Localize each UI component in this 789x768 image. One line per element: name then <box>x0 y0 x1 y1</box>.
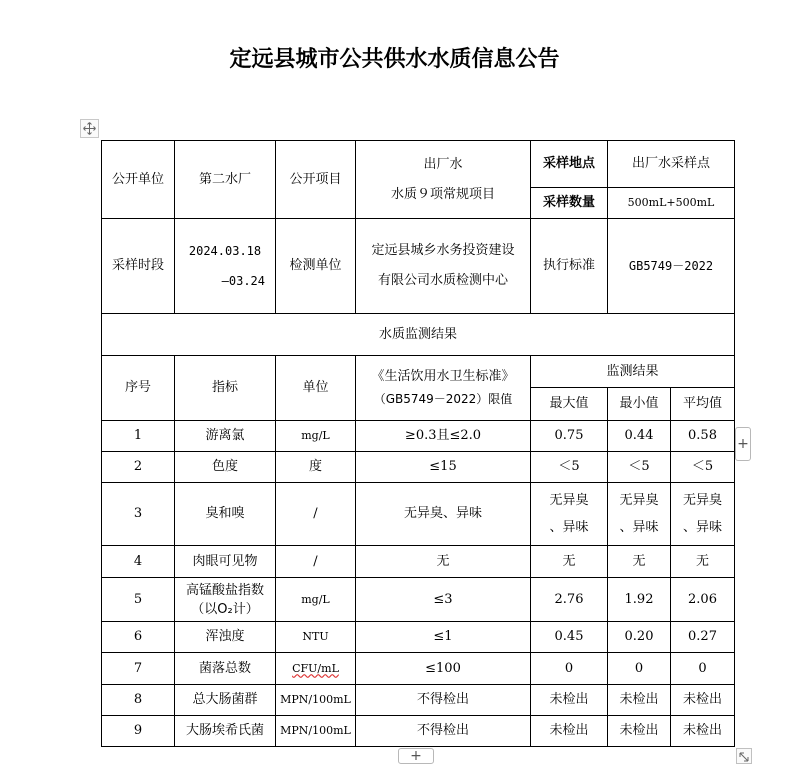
col-limit <box>356 356 531 421</box>
unit-cell: NTU <box>276 622 356 653</box>
indicator-cell: 肉眼可见物 <box>175 546 276 578</box>
qty-label: 采样数量 <box>531 188 608 219</box>
min-cell: 无 <box>608 546 671 578</box>
seq-cell: 2 <box>102 452 175 483</box>
min-cell <box>608 483 671 546</box>
col-monitor: 监测结果 <box>531 356 735 388</box>
site-value: 出厂水采样点 <box>608 141 735 188</box>
avg-line1: 无异臭 <box>683 493 723 508</box>
unit-cell: mg/L <box>276 421 356 452</box>
indicator-cell: 色度 <box>175 452 276 483</box>
qty-value: 500mL+500mL <box>608 188 735 219</box>
seq-cell: 9 <box>102 716 175 747</box>
std-label: 执行标准 <box>531 219 608 314</box>
avg-cell <box>671 483 735 546</box>
max-line1: 无异臭 <box>549 493 589 508</box>
max-cell: ＜5 <box>531 452 608 483</box>
avg-cell: ＜5 <box>671 452 735 483</box>
add-column-button[interactable]: + <box>735 427 751 461</box>
min-line2: 、异味 <box>619 520 659 535</box>
table-row <box>102 685 735 716</box>
unit-cell: 度 <box>276 452 356 483</box>
col-limit-line1: 《生活饮用水卫生标准》 <box>371 369 515 384</box>
seq-cell: 5 <box>102 578 175 622</box>
org-label: 公开单位 <box>102 141 175 219</box>
page-title: 定远县城市公共供水水质信息公告 <box>229 47 560 72</box>
period-line1: 2024.03.18 <box>188 244 262 258</box>
period-line2: —03.24 <box>221 274 265 288</box>
lab-value <box>356 219 531 314</box>
limit-cell: 不得检出 <box>356 685 531 716</box>
results-title: 水质监测结果 <box>102 314 735 356</box>
seq-cell: 8 <box>102 685 175 716</box>
item-line1: 出厂水 <box>423 156 463 172</box>
indicator-cell: 菌落总数 <box>175 653 276 685</box>
avg-cell: 0.27 <box>671 622 735 653</box>
period-label: 采样时段 <box>102 219 175 314</box>
limit-cell: 不得检出 <box>356 716 531 747</box>
indicator-cell: 浑浊度 <box>175 622 276 653</box>
indicator-cell: 游离氯 <box>175 421 276 452</box>
table-row <box>102 483 735 546</box>
item-line2: 水质９项常规项目 <box>390 186 495 202</box>
col-unit: 单位 <box>276 356 356 421</box>
max-cell <box>531 483 608 546</box>
avg-cell: 2.06 <box>671 578 735 622</box>
indicator-cell <box>175 578 276 622</box>
limit-cell: ≥0.3且≤2.0 <box>356 421 531 452</box>
table-row <box>102 622 735 653</box>
col-indicator: 指标 <box>175 356 276 421</box>
item-label: 公开项目 <box>276 141 356 219</box>
lab-label: 检测单位 <box>276 219 356 314</box>
add-row-button[interactable]: + <box>398 748 434 764</box>
max-cell: 未检出 <box>531 716 608 747</box>
max-cell: 0.75 <box>531 421 608 452</box>
col-seq: 序号 <box>102 356 175 421</box>
std-value: GB5749－2022 <box>608 219 735 314</box>
unit-cell: MPN/100mL <box>276 716 356 747</box>
min-cell: 未检出 <box>608 716 671 747</box>
min-cell: 未检出 <box>608 685 671 716</box>
table-row <box>102 716 735 747</box>
seq-cell: 6 <box>102 622 175 653</box>
limit-cell: 无异臭、异味 <box>356 483 531 546</box>
lab-line2: 有限公司水质检测中心 <box>377 273 508 288</box>
site-label: 采样地点 <box>531 141 608 188</box>
table-move-icon[interactable] <box>80 119 99 138</box>
unit-cell <box>276 653 356 685</box>
min-line1: 无异臭 <box>619 493 659 508</box>
max-line2: 、异味 <box>549 520 589 535</box>
indicator-cell: 总大肠菌群 <box>175 685 276 716</box>
item-value <box>356 141 531 219</box>
limit-cell: ≤3 <box>356 578 531 622</box>
limit-cell: ≤1 <box>356 622 531 653</box>
min-cell: 0 <box>608 653 671 685</box>
max-cell: 未检出 <box>531 685 608 716</box>
limit-cell: 无 <box>356 546 531 578</box>
col-min: 最小值 <box>608 388 671 421</box>
avg-line2: 、异味 <box>683 520 723 535</box>
unit-text: CFU/mL <box>292 661 339 675</box>
org-value: 第二水厂 <box>175 141 276 219</box>
seq-cell: 7 <box>102 653 175 685</box>
col-avg: 平均值 <box>671 388 735 421</box>
avg-cell: 0.58 <box>671 421 735 452</box>
col-max: 最大值 <box>531 388 608 421</box>
avg-cell: 未检出 <box>671 685 735 716</box>
table-row <box>102 452 735 483</box>
lab-line1: 定远县城乡水务投资建设 <box>371 243 515 258</box>
period-value <box>175 219 276 314</box>
table-resize-icon[interactable] <box>736 748 752 764</box>
max-cell: 0 <box>531 653 608 685</box>
col-limit-line2: （GB5749－2022）限值 <box>373 392 513 406</box>
table-row <box>102 653 735 685</box>
table-row <box>102 546 735 578</box>
water-quality-table <box>101 140 735 747</box>
indicator-line1: 高锰酸盐指数 <box>185 582 264 598</box>
avg-cell: 未检出 <box>671 716 735 747</box>
indicator-cell: 大肠埃希氏菌 <box>175 716 276 747</box>
indicator-line2: （以O₂计） <box>191 601 259 617</box>
unit-cell: / <box>276 483 356 546</box>
seq-cell: 4 <box>102 546 175 578</box>
unit-cell: / <box>276 546 356 578</box>
seq-cell: 3 <box>102 483 175 546</box>
table-row <box>102 578 735 622</box>
min-cell: 0.44 <box>608 421 671 452</box>
min-cell: 1.92 <box>608 578 671 622</box>
limit-cell: ≤15 <box>356 452 531 483</box>
limit-cell: ≤100 <box>356 653 531 685</box>
table-row <box>102 421 735 452</box>
unit-cell: MPN/100mL <box>276 685 356 716</box>
avg-cell: 0 <box>671 653 735 685</box>
min-cell: ＜5 <box>608 452 671 483</box>
max-cell: 2.76 <box>531 578 608 622</box>
avg-cell: 无 <box>671 546 735 578</box>
unit-cell: mg/L <box>276 578 356 622</box>
min-cell: 0.20 <box>608 622 671 653</box>
max-cell: 0.45 <box>531 622 608 653</box>
seq-cell: 1 <box>102 421 175 452</box>
max-cell: 无 <box>531 546 608 578</box>
indicator-cell: 臭和嗅 <box>175 483 276 546</box>
